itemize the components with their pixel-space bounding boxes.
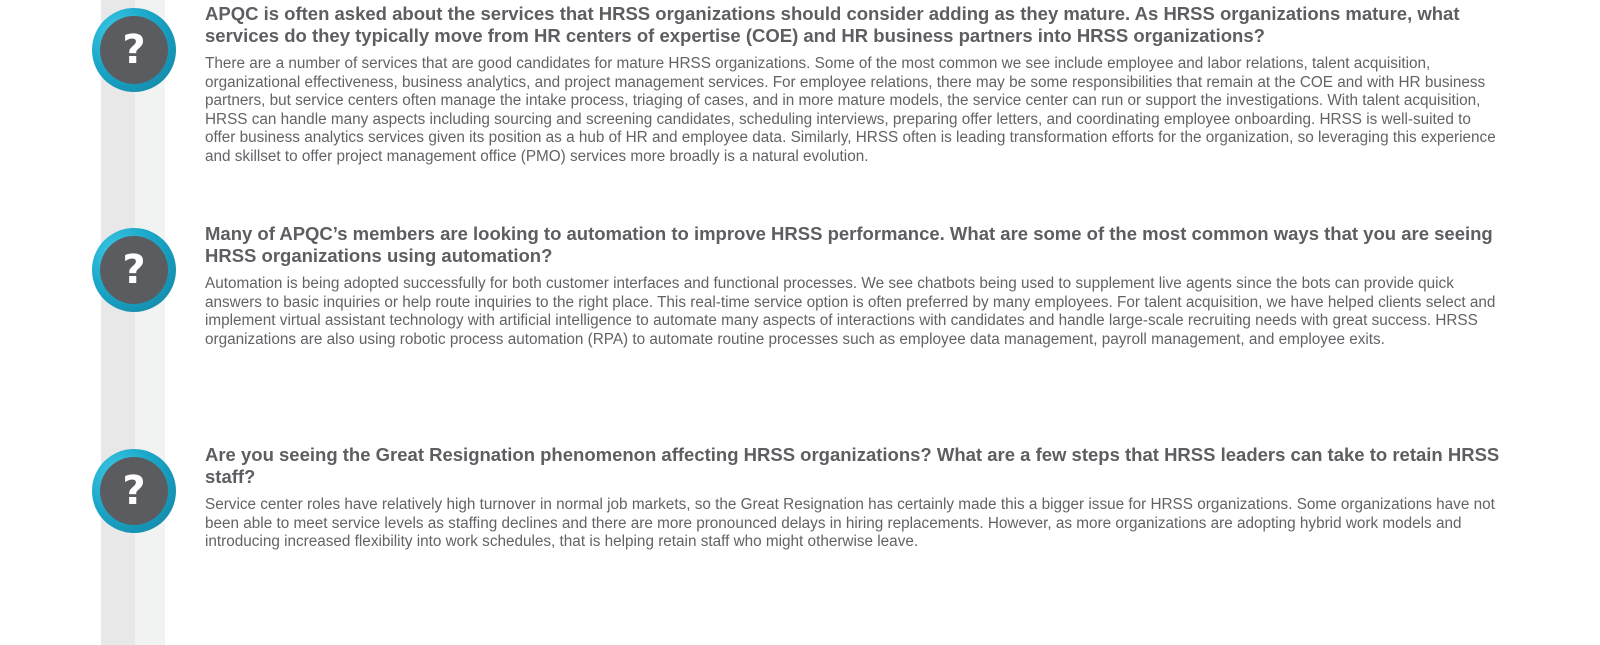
qa-text-block <box>205 444 1505 552</box>
question-badge <box>92 8 176 92</box>
question-badge <box>92 449 176 533</box>
qa-text-block <box>205 3 1505 167</box>
timeline-rail <box>101 0 165 645</box>
qa-text-block <box>205 223 1505 349</box>
question-heading: Many of APQC’s members are looking to automation to improve HRSS performance. What are some of the most common ways that you are seeing HRSS organizations using automation? <box>205 223 1493 266</box>
answer-paragraph: There are a number of services that are good candidates for mature HRSS organizations. Some of the most common we see include employee and labor relations, talent acquisition, organizational effectiveness, business analytics, and project management services. For employee relations, there may be some responsibilities that remain at the COE and with HR business partners, but service centers often manage the intake process, triaging of cases, and in more mature models, the service center can run or support the investigations. With talent acquisition, HRSS can handle many aspects including sourcing and screening candidates, scheduling interviews, preparing offer letters, and coordinating employee onboarding. HRSS is well-suited to offer business analytics services given its position as a hub of HR and employee data. Similarly, HRSS often is leading transformation efforts for the organization, so leveraging this experience and skillset to offer project management office (PMO) services more broadly is a natural evolution. <box>205 55 1496 165</box>
question-badge <box>92 228 176 312</box>
answer-paragraph: Service center roles have relatively high turnover in normal job markets, so the Great Resignation has certainly made this a bigger issue for HRSS organizations. Some organizations have not been able to meet service levels as staffing declines and there are more pronounced delays in hiring replacements. However, as more organizations are adopting hybrid work models and introducing increased flexibility into work schedules, that is helping retain staff who might otherwise leave. <box>205 496 1495 551</box>
question-mark-icon: ? <box>100 457 168 525</box>
question-heading: APQC is often asked about the services that HRSS organizations should consider adding as they mature. As HRSS organizations mature, what services do they typically move from HR centers of expertise (COE) and HR business partners into HRSS organizations? <box>205 3 1460 46</box>
question-mark-icon: ? <box>100 16 168 84</box>
question-heading: Are you seeing the Great Resignation phenomenon affecting HRSS organizations? What are a few steps that HRSS leaders can take to retain HRSS staff? <box>205 444 1500 487</box>
question-mark-icon: ? <box>100 236 168 304</box>
answer-paragraph: Automation is being adopted successfully for both customer interfaces and functional processes. We see chatbots being used to supplement live agents since the bots can provide quick answers to basic inquiries or help route inquiries to the right place. This real-time service option is often preferred by many employees. For talent acquisition, we have helped clients select and implement virtual assistant technology with artificial intelligence to automate many aspects of interactions with candidates and handle large-scale recruiting needs with great success. HRSS organizations are also using robotic process automation (RPA) to automate routine processes such as employee data management, payroll management, and employee exits. <box>205 275 1496 348</box>
